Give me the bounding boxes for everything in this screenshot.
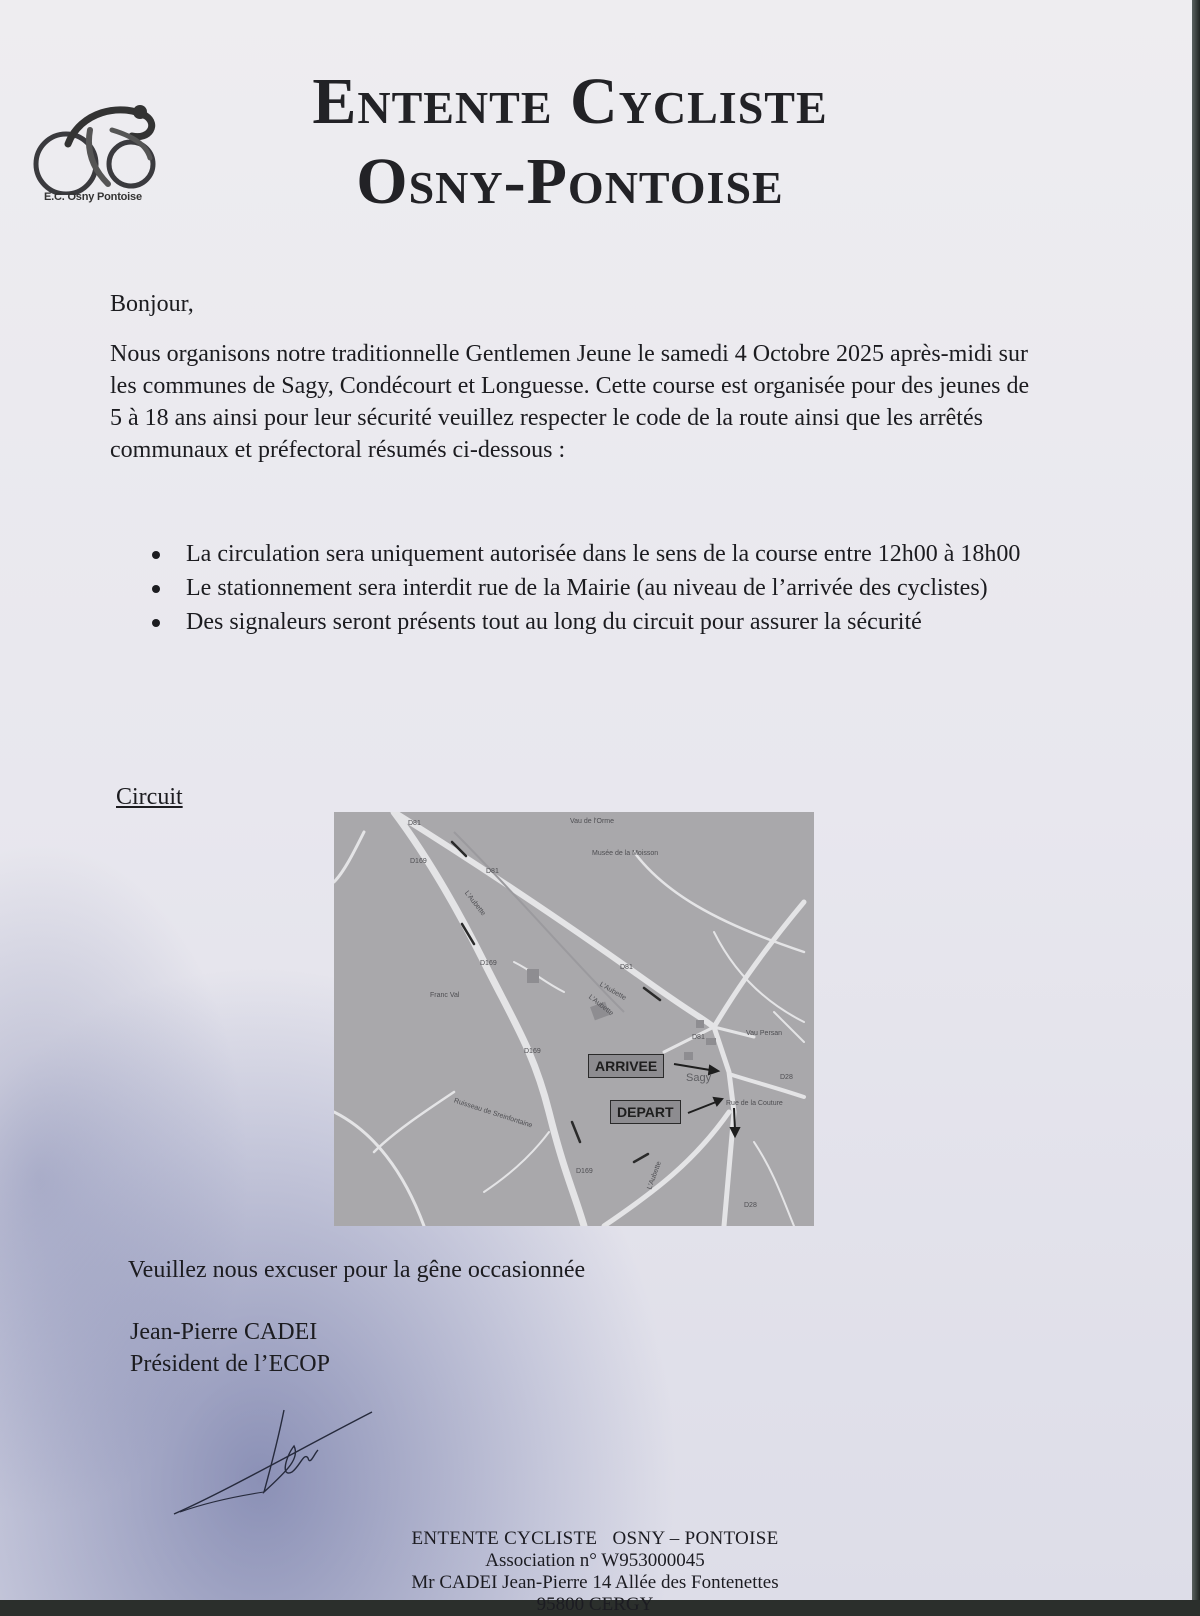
map-label: Sagy <box>686 1072 712 1084</box>
map-label: D169 <box>524 1048 541 1055</box>
map-label: Vau Persan <box>746 1030 783 1037</box>
signature <box>168 1400 388 1520</box>
map-label: D81 <box>620 964 633 971</box>
map-label: Musée de la Moisson <box>592 850 659 857</box>
map-label: L'Aubette <box>646 1160 663 1191</box>
footer-org: ENTENTE CYCLISTE OSNY – PONTOISE <box>411 1528 779 1549</box>
page-title <box>200 62 940 222</box>
map-label: D81 <box>692 1034 705 1041</box>
bullet-icon <box>152 619 160 627</box>
circuit-map <box>334 812 814 1226</box>
signer-block <box>130 1316 330 1380</box>
cyclist-logo-icon <box>28 100 168 195</box>
map-label: Franc Val <box>430 992 460 999</box>
signer-name: Jean-Pierre CADEI <box>130 1319 318 1345</box>
footer-city: 95800 CERGY <box>536 1594 654 1615</box>
bullet-icon <box>152 585 160 593</box>
footer-address: Mr CADEI Jean-Pierre 14 Allée des Fontenettes <box>411 1572 779 1593</box>
signature-icon <box>168 1400 388 1520</box>
list-item-text: Le stationnement sera interdit rue de la Mairie (au niveau de l’arrivée des cyclistes) <box>186 575 988 601</box>
greeting: Bonjour, <box>110 291 194 317</box>
map-label: Ruisseau de Sreinfontaine <box>452 1097 534 1130</box>
map-label: D81 <box>486 868 499 875</box>
map-label: L'Aubette <box>598 981 628 1002</box>
logo-caption: E.C. Osny Pontoise <box>44 191 142 203</box>
map-label: D28 <box>780 1074 793 1081</box>
closing-line: Veuillez nous excuser pour la gêne occasionnée <box>128 1257 586 1283</box>
signer-title: Président de l’ECOP <box>130 1351 330 1377</box>
list-item <box>150 538 1030 571</box>
arrivee-label: ARRIVEE <box>588 1054 664 1078</box>
list-item-text: La circulation sera uniquement autorisée dans le sens de la course entre 12h00 à 18h00 <box>186 541 1021 567</box>
bullet-icon <box>152 551 160 559</box>
map-roads <box>334 812 814 1226</box>
intro-paragraph: Nous organisons notre traditionnelle Gentlemen Jeune le samedi 4 Octobre 2025 après-midi sur les communes de Sagy, Condécourt et Longuesse. Cette course est organisée pour des jeunes de 5 à 18 ans ainsi pour leur sécurité veuillez respecter le code de la route ainsi que les arrêtés communaux et préfectoral résumés ci-dessous : <box>110 341 1030 463</box>
footer <box>360 1528 830 1616</box>
map-label: D28 <box>744 1202 757 1209</box>
depart-label: DEPART <box>610 1100 681 1124</box>
map-label: L'Aubette <box>586 993 615 1018</box>
list-item <box>150 572 1030 605</box>
map-label: D169 <box>480 960 497 967</box>
map-label: Vau de l'Orme <box>570 818 615 825</box>
circuit-heading: Circuit <box>116 784 183 810</box>
map-label: Rue de la Couture <box>726 1100 783 1107</box>
map-label: D169 <box>576 1168 593 1175</box>
list-item-text: Des signaleurs seront présents tout au long du circuit pour assurer la sécurité <box>186 609 922 635</box>
map-label: D81 <box>408 820 421 827</box>
map-label: D169 <box>410 858 427 865</box>
page-edge <box>1192 0 1200 1600</box>
footer-association: Association n° W953000045 <box>485 1550 705 1571</box>
map-label: L'Aubette <box>462 889 487 918</box>
title-line-2: Osny-Pontoise <box>356 145 784 218</box>
rules-list <box>150 538 1030 640</box>
title-line-1: Entente Cycliste <box>312 65 828 138</box>
list-item <box>150 606 1030 639</box>
